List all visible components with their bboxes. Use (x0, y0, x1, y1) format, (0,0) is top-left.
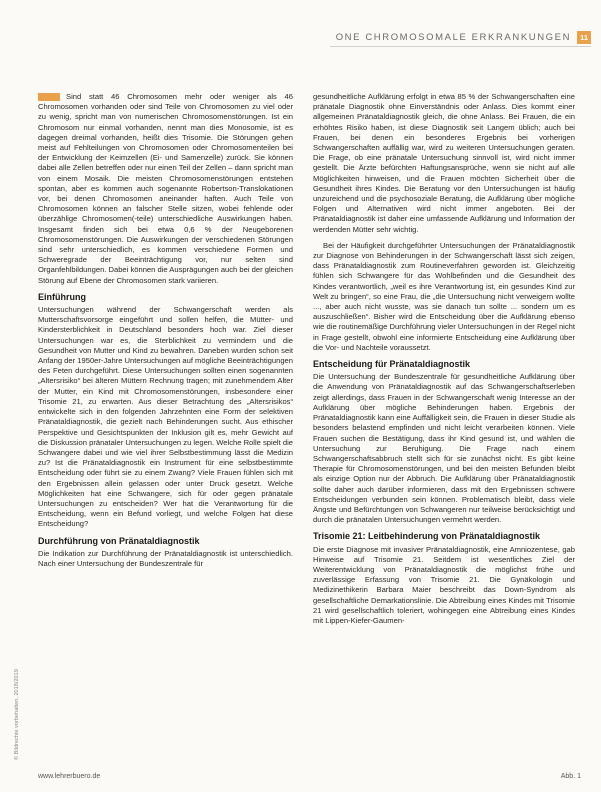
copyright-note: © Bildrechte vorbehalten, 2018/2019 (14, 669, 20, 760)
footer-page: Abb. 1 (560, 773, 581, 780)
paragraph: Die erste Diagnose mit invasiver Pränataldiagnostik, eine Amniozentese, gab Hinweise auf Trisomie 21. Seitdem ist wesentliches Ziel der Weiterentwicklung von Pränataldiagnostik die möglichst frühe und zuverlässige Erfassung von Trisomie 21. Die Gynäkologin und Medizinethikerin Barbara Maier beschreibt das Down-Syndrom als gesellschaftliche Demarkationslinie. Die Abtreibung eines Kindes mit Trisomie 21 wird gesellschaftlich toleriert, wohingegen eine Abtreibung eines Kindes mit Lippen-Kiefer-Gaumen- (313, 544, 575, 625)
footer-url: www.lehrerbuero.de (38, 773, 101, 780)
right-column (313, 92, 575, 632)
intro-text: Sind statt 46 Chromosomen mehr oder weniger als 46 Chromosomen vorhanden oder sind Teile von Chromosomen zu viel oder zu wenig, spricht man von numerischen Chromosomenstörungen. Ist ein Chromosom nur einmal vorhanden, nennt man dies Monosomie, ist es dagegen dreimal vorhanden, heißt dies Trisomie. Die Störungen gehen meist auf Fehlteilungen von Chromosomen oder Chromosomenteilen bei der Entwicklung der Keimzellen (Ei- und Samenzelle) zurück. Sie können dabei alle Zellen betreffen oder nur einen Teil der Zellen – dann spricht man von einem Mosaik. Die meisten Chromosomenstörungen entstehen spontan, aber es kommen auch sogenannte Robertson-Translokationen vor, bei denen Chromosomen aneinander haften. Auch Teile von Chromosomen können an falscher Stelle sitzen, wobei fehlende oder überzählige Chromosomen(-teile) unterschiedliche Auswirkungen haben. Insgesamt finden sich bei etwa 0,6 % der Neugeborenen Chromosomenstörungen. Die Auswirkungen der verschiedenen Störungen sind sehr unterschiedlich, es kommen verschiedene Formen und Schweregrade der Beeinträchtigung vor, nur selten sind Organfehlbildungen. Dabei können die Ausprägungen auch bei der gleichen Störung auf Ebene der Chromosomen stark variieren. (38, 92, 294, 285)
heading-entscheidung: Entscheidung für Pränataldiagnostik (313, 359, 471, 370)
paragraph: Untersuchungen während der Schwangerschaft werden als Mutterschaftsvorsorge eingeführt und sollen helfen, die Mütter- und Kindersterblichkeit in Deutschland besonders hoch war. Ziel dieser Untersuchungen war es, die Sterblichkeit zu vermindern und die Gesundheit von Mutter und Kind zu bewahren. Daneben wurden schon seit Anfang der 1950er-Jahre Untersuchungen auf mögliche Beeinträchtigungen des Feten durchgeführt. Diese Untersuchungen sollten einen sogenannten „Altersrisiko“ bei älteren Müttern Rechnung tragen; mit zunehmendem Alter der Mutter, ein Kind mit Chromosomenstörungen, insbesondere einer Trisomie 21, zu erwarten. Aus dieser Betrachtung des „Altersrisikos“ entwickelte sich in den folgenden Jahrzehnten eine Form der selektiven Pränataldiagnostik, die gezielt nach Behinderungen sucht. Aus ethischer Perspektive und Gesichtspunkten der Inklusion gilt es, mehr Gewicht auf die Diskussion pränataler Untersuchungen zu legen. Welche Rolle spielt die Schwangere dabei und wie viel ihrer Selbstbestimmung lässt die Medizin zu? Ist die Pränataldiagnostik ein Instrument für eine selbstbestimmte Entscheidung oder führt sie zu einem Zwang? Viele Frauen fühlen sich mit den Ergebnissen allein gelassen oder unter Druck gesetzt. Welche Möglichkeiten hat eine Schwangere, sich für oder gegen pränatale Untersuchungen zu entscheiden? Wer hat die Verantwortung für die Entscheidung, wenn ein Befund vorliegt, und welche Folgen hat diese Entscheidung? (38, 305, 293, 529)
heading-einfuehrung: Einführung (38, 291, 86, 302)
paragraph: gesundheitliche Aufklärung erfolgt in etwa 85 % der Schwangerschaften eine pränatale Diagnostik ohne Einverständnis oder Anlass. Dies kommt einer allgemeinen Pränataldiagnostik gleich, die ohne Anlass. Bei Frauen, die ein erhöhtes Risiko haben, ist diese Diagnostik seit Langem üblich; auch bei Frauen, bei denen ein besonderes Ergebnis bei vorherigen Schwangerschaften auffällig war, wird zu weiteren Untersuchungen geraten. Die Frage, ob eine pränatale Untersuchung sinnvoll ist, wird nicht immer gestellt. Die Ärzte befürchten Haftungsansprüche, wenn sie nicht auf alle Möglichkeiten hinweisen, und die Frauen möchten Sicherheit über die Gesundheit ihres Kindes. Die Beratung vor den Untersuchungen ist häufig unzureichend und die psychosoziale Beratung, die Aufklärung über mögliche Folgen und Alternativen wird nicht immer angeboten. Bei der Pränataldiagnostik ist daher eine umfassende Aufklärung und Information der werdenden Mütter sehr wichtig. (313, 92, 575, 234)
intro-paragraph (38, 92, 293, 286)
section-marker (38, 93, 60, 101)
left-column (38, 92, 293, 575)
header-title: ONE CHROMOSOMALE ERKRANKUNGEN (335, 31, 572, 43)
paragraph: Bei der Häufigkeit durchgeführter Untersuchungen der Pränataldiagnostik zur Diagnose von Behinderungen in der Schwangerschaft lässt sich zeigen, dass Pränataldiagnostik zum Routineverfahren geworden ist. Gleichzeitig fühlen sich Schwangere für das Wohlbefinden und die Gesundheit des Kindes verantwortlich, „weil es ihre Verantwortung ist, ein gesundes Kind zur Welt zu bringen“, so eine Frau, die „die Untersuchung nicht verweigern wollte ..., aber auch nicht wusste, was sie danach tun sollte ... sondern um es auszuschließen“. Bisher wird die Entscheidung über die Aufklärung ebenso wie die routinemäßige Durchführung vieler Untersuchungen in der Regel nicht in Frage gestellt, obwohl eine informierte Entscheidung eine Aufklärung über die Vor- und Nachteile voraussetzt. (313, 240, 575, 352)
heading-trisomie: Trisomie 21: Leitbehinderung von Pränataldiagnostik (313, 531, 541, 542)
heading-durchfuehrung: Durchführung von Pränataldiagnostik (38, 535, 200, 546)
header-divider (330, 46, 591, 47)
paragraph: Die Untersuchung der Bundeszentrale für gesundheitliche Aufklärung über die Anwendung von Pränataldiagnostik auf das Schwangerschaftserleben zeigt allerdings, dass Frauen in der Schwangerschaft wenig Interesse an der Aufklärung über mögliche Behinderungen haben. Ergebnis der Pränataldiagnostik kann eine Auffälligkeit sein, die Frauen in dieser Studie als besonders belastend empfinden und nicht leicht verarbeiten können. Viele Frauen suchen die Bestätigung, dass ihr Kind gesund ist, und wählen die Untersuchung zur Beruhigung. Die Frage nach einem Schwangerschaftsabbruch stellt sich für sie zunächst nicht. Es gibt keine Therapie für Chromosomenstörungen, und bei den meisten Befunden bleibt als einzige Option nur der Abbruch. Die Aufklärung über Pränataldiagnostik sollte daher auch darüber informieren, dass mit den Ergebnissen schwere Entscheidungen verbunden sein können. Problematisch bleibt, dass viele Ängste und Befürchtungen von Schwangeren nur teilweise berücksichtigt und durch die pränatalen Untersuchungen vermehrt werden. (313, 372, 575, 525)
page-badge: 11 (577, 31, 591, 44)
paragraph: Die Indikation zur Durchführung der Pränataldiagnostik ist unterschiedlich. Nach einer Untersuchung der Bundeszentrale für (38, 548, 293, 568)
running-header (330, 30, 591, 44)
